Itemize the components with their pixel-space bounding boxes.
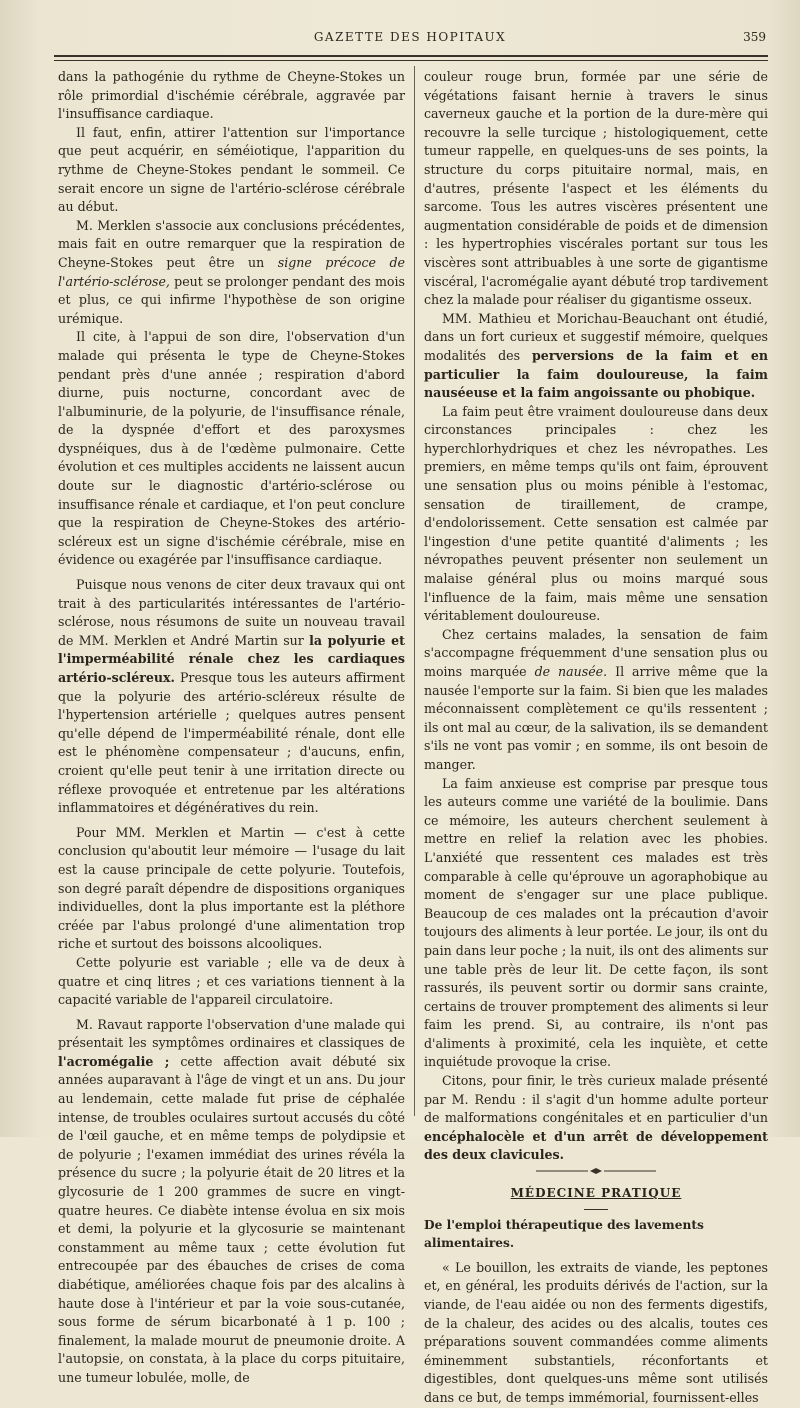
paragraph (58, 217, 405, 329)
text-run: cette affection avait débuté six années auparavant à l'âge de vingt et un ans. Du jour au lendemain, cette malade fut prise de céphalée intense, de troubles oculaires surtout accusés du côté de l'œil gauche, et en même temps de polydipsie et de polyurie ; l'examen immédiat des urines révéla la présence du sucre ; la polyurie était de 20 litres et la glycosurie de 1 200 grammes de sucre en vingt-quatre heures. Ce diabète intense évolua en six mois et demi, la polyurie et la glycosurie se maintenant constamment au même taux ; cette évolution fut entrecoupée par des ébauches de crises de coma diabétique, améliorées chaque fois par des alcalins à haute dose à l'intérieur et par la voie sous-cutanée, sous forme de sérum bicarbonaté à 1 p. 100 ; finalement, la malade mourut de pneumonie droite. A l'autopsie, on constata, à la place du corps pituitaire, une tumeur lobulée, molle, de (58, 1053, 405, 1385)
bold-phrase: perversions de la faim et en particulier la faim douloureuse, la faim nauséeuse et la faim angoissante ou phobique. (424, 347, 768, 401)
header-rule-thin (54, 60, 768, 61)
italic-phrase: signe précoce de l'artério-sclérose, (58, 254, 405, 289)
text-run: Chez certains malades, la sensation de faim s'accompagne fréquemment d'une sensation plus ou moins marquée (424, 626, 768, 679)
header-rule-thick (54, 55, 768, 57)
text-run: M. Ravaut rapporte l'observation d'une malade qui présentait les symptômes ordinaires et classiques de (58, 1016, 405, 1051)
paragraph: dans la pathogénie du rythme de Cheyne-Stokes un rôle primordial d'ischémie cérébrale, aggravée par l'insuffisance cardiaque. (58, 69, 405, 122)
article-subtitle: De l'emploi thérapeutique des lavements alimentaires. (424, 1217, 704, 1251)
text-run: MM. Mathieu et Morichau-Beauchant ont étudié, dans un fort curieux et suggestif mémoire, quelques modalités des (424, 310, 768, 363)
text-run: Puisque nous venons de citer deux travaux qui ont trait à des particularités intéressantes de l'artério-sclérose, nous résumons de suite un nouveau travail de MM. Merklen et André Martin sur (58, 577, 405, 648)
paragraph (58, 1016, 405, 1388)
page-number: 359 (743, 30, 766, 44)
left-column (58, 68, 405, 1388)
paragraph: Il cite, à l'appui de son dire, l'observation d'un malade qui présenta le type de Cheyne-Stokes pendant près d'une année ; respiration d'abord diurne, puis nocturne, concordant avec de l'albuminurie, de la polyurie, de l'insuffisance rénale, de la dyspnée d'effort et des paroxysmes dyspnéiques, dus à de l'œdème pulmonaire. Cette évolution et ces multiples accidents ne laissent aucun doute sur le diagnostic d'artério-sclérose ou insuffisance rénale et cardiaque, et l'on peut conclure que la respiration de Cheyne-Stokes des artério-scléreux est un signe d'ischémie cérébrale, mise en évidence ou exagérée par l'insuffisance cardiaque. (58, 329, 405, 568)
text-run: Il arrive même que la nausée l'emporte sur la faim. Si bien que les malades méconnaissent complètement ce qu'ils ressentent ; ils ont mal au cœur, de la salivation, ils se demandent s'ils ne vont pas vomir ; en somme, ils ont besoin de manger. (424, 664, 768, 772)
italic-phrase: de nausée. (534, 664, 608, 679)
paragraph: Cette polyurie est variable ; elle va de deux à quatre et cinq litres ; et ces variations tiennent à la capacité variable de l'appareil circulatoire. (58, 954, 405, 1008)
short-rule (584, 1209, 608, 1210)
text-run: peut se prolonger pendant des mois et plus, ce qui infirme l'hypothèse de son origine urémique. (58, 273, 405, 326)
paragraph: Il faut, enfin, attirer l'attention sur l'importance que peut acquérir, en séméiotique, l'apparition du rythme de Cheyne-Stokes pendant le sommeil. Ce serait encore un signe de l'artério-sclérose cérébrale au début. (58, 124, 405, 215)
paragraph: couleur rouge brun, formée par une série de végétations faisant hernie à travers le sinus caverneux gauche et la portion de la dure-mère qui recouvre la selle turcique ; histologiquement, cette tumeur rappelle, en quelques-uns de ses points, la structure du corps pituitaire normal, mais, en d'autres, présente l'aspect et les éléments du sarcome. Tous les autres viscères présentent une augmentation considérable de poids et de dimension : les hypertrophies viscérales portant sur tous les viscères sont attribuables à une sorte de gigantisme viscéral, l'acromégalie ayant débuté trop tardivement chez la malade pour réaliser du gigantisme osseux. (424, 69, 768, 308)
page-header (54, 30, 766, 50)
bold-phrase: encéphalocèle et d'un arrêt de développement des deux clavicules. (424, 1128, 768, 1163)
bold-phrase: la polyurie et l'imperméabilité rénale chez les cardiaques artério-scléreux. (58, 632, 405, 685)
text-run: Citons, pour finir, le très curieux malade présenté par M. Rendu : il s'agit d'un homme adulte porteur de malformations congénitales et en particulier d'un (424, 1073, 768, 1126)
ornament-divider-icon (536, 1167, 656, 1175)
paragraph: La faim peut être vraiment douloureuse dans deux circonstances principales : chez les hyperchlorhydriques et chez les névropathes. Les premiers, en même temps qu'ils ont faim, éprouvent une sensation plus ou moins pénible à l'estomac, sensation de tiraillement, de crampe, d'endolorissement. Cette sensation est calmée par l'ingestion d'une petite quantité d'aliments ; les névropathes peuvent présenter non seulement un malaise général plus ou moins marqué sous l'influence de la faim, mais même une sensation véritablement douloureuse. (424, 403, 768, 624)
paragraph (424, 626, 768, 775)
paragraph: « Le bouillon, les extraits de viande, les peptones et, en général, les produits dérivés de l'action, sur la viande, de l'eau aidée ou non des ferments digestifs, de la chaleur, des acides ou des alcalis, toutes ces préparations souvent commandées comme aliments éminemment substantiels, réconfortants et digestibles, dont quelques-uns même sont utilisés dans ce but, de temps immémorial, fournissent-elles (424, 1259, 768, 1405)
paragraph (424, 310, 768, 403)
paragraph (424, 1072, 768, 1165)
section-title: MÉDECINE PRATIQUE (510, 1186, 682, 1201)
text-run: Presque tous les auteurs affirment que la polyurie des artério-scléreux résulte de l'hypertension artérielle ; quelques autres pensent qu'elle dépend de l'imperméabilité rénale, dont elle est le phénomène compensateur ; d'aucuns, enfin, croient qu'elle peut tenir à une irritation directe ou réflexe provoquée et entretenue par les altérations inflammatoires et dégénératives du rein. (58, 670, 405, 816)
paragraph: Pour MM. Merklen et Martin — c'est à cette conclusion qu'aboutit leur mémoire — l'usage du lait est la cause principale de cette polyurie. Toutefois, son degré paraît dépendre de dispositions organiques individuelles, dont la plus importante est la pléthore créée par l'abus prolongé d'une alimentation trop riche et surtout des boissons alcooliques. (58, 824, 405, 952)
right-column (424, 68, 768, 1408)
paragraph: La faim anxieuse est comprise par presque tous les auteurs comme une variété de la boulimie. Dans ce mémoire, les auteurs cherchent seulement à mettre en relief la relation avec les phobies. L'anxiété que ressentent ces malades est très comparable à celle qu'éprouve un agoraphobique au moment de s'engager sur une place publique. Beaucoup de ces malades ont la précaution d'avoir toujours des aliments à leur portée. Le jour, ils ont du pain dans leur poche ; la nuit, ils ont des aliments sur une table près de leur lit. De cette façon, ils sont rassurés, ils peuvent sortir ou dormir sans crainte, certains de trouver promptement des aliments si leur faim les prend. Si, au contraire, ils n'ont pas d'aliments à proximité, cela les inquiète, et cette inquiétude provoque la crise. (424, 775, 768, 1070)
paragraph (58, 576, 405, 818)
column-divider (414, 66, 415, 1116)
bold-phrase: l'acromégalie ; (58, 1053, 170, 1069)
journal-title: GAZETTE DES HOPITAUX (313, 30, 507, 44)
text-run: M. Merklen s'associe aux conclusions précédentes, mais fait en outre remarquer que la respiration de Cheyne-Stokes peut être un (58, 217, 405, 270)
